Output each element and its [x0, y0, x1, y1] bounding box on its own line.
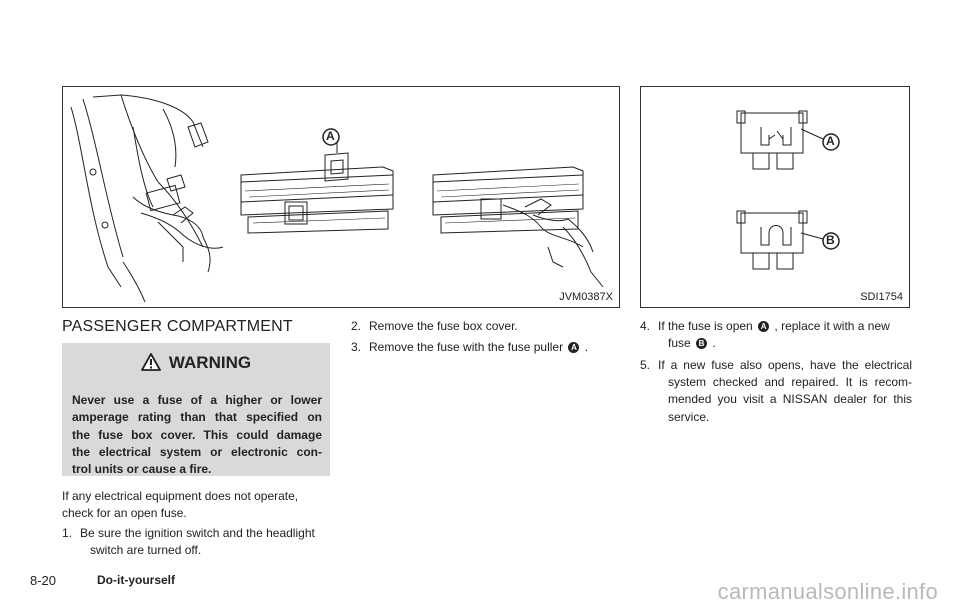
- warning-line: the electrical system or electronic con-: [72, 444, 322, 459]
- step-1: [62, 525, 334, 559]
- step-line: Be sure the ignition switch and the headlight: [80, 526, 315, 540]
- intro-line: If any electrical equipment does not operate,: [62, 489, 299, 503]
- fuse-illustration: [640, 86, 910, 308]
- fuse-box-drawing: [63, 87, 621, 309]
- figure-label-a: A: [826, 134, 835, 148]
- step-line: mended you visit a NISSAN dealer for this: [668, 392, 912, 407]
- callout-b-icon: B: [696, 338, 707, 349]
- warning-title-row: [62, 353, 330, 373]
- warning-line: amperage rating than that specified on: [72, 410, 322, 425]
- step-line: service.: [668, 409, 710, 424]
- step-2: [351, 318, 611, 335]
- step-number: 3.: [351, 340, 362, 354]
- step-text: .: [712, 336, 716, 351]
- step-4: [640, 318, 912, 352]
- step-number: 2.: [351, 319, 362, 333]
- step-number: 1.: [62, 526, 73, 540]
- watermark: carmanualsonline.info: [717, 579, 938, 604]
- step-text: fuse: [668, 336, 691, 351]
- page-number: 8-20: [30, 573, 57, 588]
- fuse-box-illustration: [62, 86, 620, 308]
- warning-line: the fuse box cover. This could damage: [72, 427, 322, 442]
- step-text: , replace it with a new: [774, 319, 890, 333]
- warning-triangle-icon: [141, 353, 161, 371]
- warning-text: [72, 392, 322, 478]
- step-3: [351, 339, 621, 356]
- step-number: 5.: [640, 358, 651, 372]
- figure-label-b: B: [826, 233, 835, 247]
- warning-title: WARNING: [168, 353, 252, 372]
- step-text: If the fuse is open: [658, 319, 753, 333]
- intro-paragraph: [62, 488, 332, 522]
- step-text: Remove the fuse with the fuse puller: [369, 340, 564, 354]
- footer-section-title: Do-it-yourself: [97, 573, 175, 587]
- step-line: switch are turned off.: [90, 543, 202, 558]
- callout-a-icon: A: [758, 321, 769, 332]
- fuse-drawing: [641, 87, 911, 309]
- figure-code: SDI1754: [860, 291, 903, 303]
- section-heading: PASSENGER COMPARTMENT: [62, 318, 293, 335]
- step-line: If a new fuse also opens, have the electrical: [658, 358, 912, 372]
- figure-label-a: A: [326, 129, 335, 143]
- warning-line: Never use a fuse of a higher or lower: [72, 393, 322, 407]
- callout-a-icon: A: [568, 342, 579, 353]
- step-text-end: .: [584, 340, 589, 354]
- step-number: 4.: [640, 319, 651, 333]
- intro-line: check for an open fuse.: [62, 506, 187, 521]
- step-line: system checked and repaired. It is recom-: [668, 375, 912, 390]
- step-text: Remove the fuse box cover.: [369, 319, 518, 333]
- warning-line: trol units or cause a fire.: [72, 462, 212, 477]
- figure-code: JVM0387X: [559, 291, 613, 303]
- step-5: [640, 357, 912, 426]
- warning-box: [62, 343, 330, 476]
